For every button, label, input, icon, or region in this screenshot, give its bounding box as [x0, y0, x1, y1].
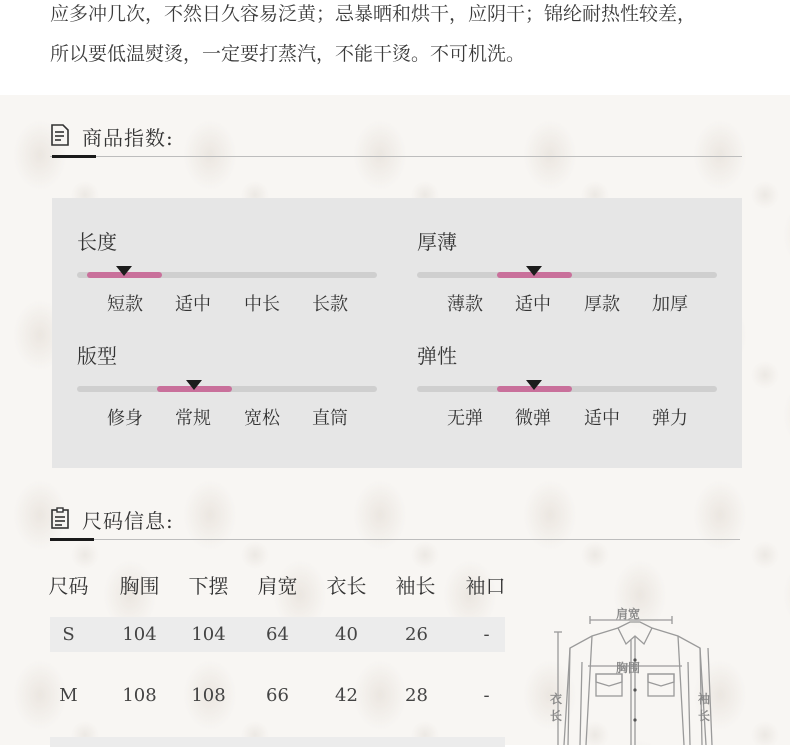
metric-option: 常规: [175, 408, 211, 429]
care-line-1: 应多冲几次，不然日久容易泛黄；忌暴晒和烘干，应阴干；锦纶耐热性较差，: [50, 3, 697, 25]
size-table-header: [50, 570, 505, 600]
metric-fit: [77, 340, 377, 440]
index-header-divider: [50, 156, 742, 157]
table-cell: 104: [122, 624, 157, 645]
column-header: 袖长: [395, 574, 436, 598]
column-header: 袖口: [465, 574, 506, 598]
care-instructions: [50, 0, 770, 74]
metric-option: 中长: [244, 294, 280, 315]
column-header: 尺码: [48, 574, 89, 598]
metric-label: 弹性: [417, 344, 457, 368]
table-cell: S: [62, 624, 75, 645]
table-cell: 66: [266, 685, 289, 706]
document-icon: [50, 124, 70, 146]
metric-length: [77, 226, 377, 326]
metric-label: 长度: [77, 230, 117, 254]
metric-option: 修身: [107, 408, 143, 429]
table-cell: M: [59, 685, 78, 706]
metric-option: 弹力: [652, 408, 688, 429]
metric-option: 微弹: [515, 408, 551, 429]
table-cell: -: [483, 685, 490, 706]
metric-marker-icon: [526, 266, 542, 276]
diagram-label-shoulder: 肩宽: [616, 607, 641, 621]
metric-elasticity: [417, 340, 717, 440]
column-header: 胸围: [119, 574, 160, 598]
size-header-divider: [50, 539, 740, 540]
metric-marker-icon: [526, 380, 542, 390]
table-cell: 40: [335, 624, 358, 645]
diagram-label-length-bottom: 长: [550, 709, 563, 723]
column-header: 肩宽: [257, 574, 298, 598]
metric-option: 适中: [584, 408, 620, 429]
table-cell: 26: [405, 624, 428, 645]
table-cell: 42: [335, 685, 358, 706]
index-header-accent: [52, 155, 96, 158]
metric-label: 版型: [77, 344, 117, 368]
metric-track: [417, 272, 717, 278]
table-cell: 104: [191, 624, 226, 645]
diagram-label-length-top: 衣: [550, 692, 563, 706]
table-cell: 108: [191, 685, 226, 706]
metric-option: 长款: [312, 294, 348, 315]
table-row: [50, 617, 505, 652]
metric-label: 厚薄: [417, 230, 457, 254]
care-line-2: 所以要低温熨烫，一定要打蒸汽，不能干烫。不可机洗。: [50, 43, 526, 65]
diagram-label-sleeve-bottom: 长: [698, 709, 711, 723]
table-row: [50, 678, 505, 713]
diagram-label-chest: 胸围: [616, 661, 641, 675]
diagram-label-sleeve-top: 袖: [698, 692, 711, 706]
table-cell: -: [483, 624, 490, 645]
index-section-title: 商品指数:: [82, 126, 174, 150]
metric-track: [77, 272, 377, 278]
table-row-partial: [50, 737, 505, 747]
metric-option: 适中: [515, 294, 551, 315]
column-header: 下摆: [188, 574, 229, 598]
jacket-measurement-diagram: [540, 600, 740, 745]
metric-option: 加厚: [652, 294, 688, 315]
table-cell: 28: [405, 685, 428, 706]
metric-marker-icon: [186, 380, 202, 390]
list-icon: [50, 507, 70, 529]
metric-option: 直筒: [312, 408, 348, 429]
table-cell: 64: [266, 624, 289, 645]
metric-option: 无弹: [447, 408, 483, 429]
metric-marker-icon: [116, 266, 132, 276]
size-header-accent: [50, 538, 94, 541]
metric-track: [77, 386, 377, 392]
product-index-panel: [52, 198, 742, 468]
metric-option: 宽松: [244, 408, 280, 429]
size-section-title: 尺码信息:: [82, 509, 174, 533]
metric-track: [417, 386, 717, 392]
metric-option: 适中: [175, 294, 211, 315]
column-header: 衣长: [326, 574, 367, 598]
metric-thickness: [417, 226, 717, 326]
metric-option: 薄款: [447, 294, 483, 315]
table-cell: 108: [122, 685, 157, 706]
metric-option: 短款: [107, 294, 143, 315]
metric-option: 厚款: [584, 294, 620, 315]
